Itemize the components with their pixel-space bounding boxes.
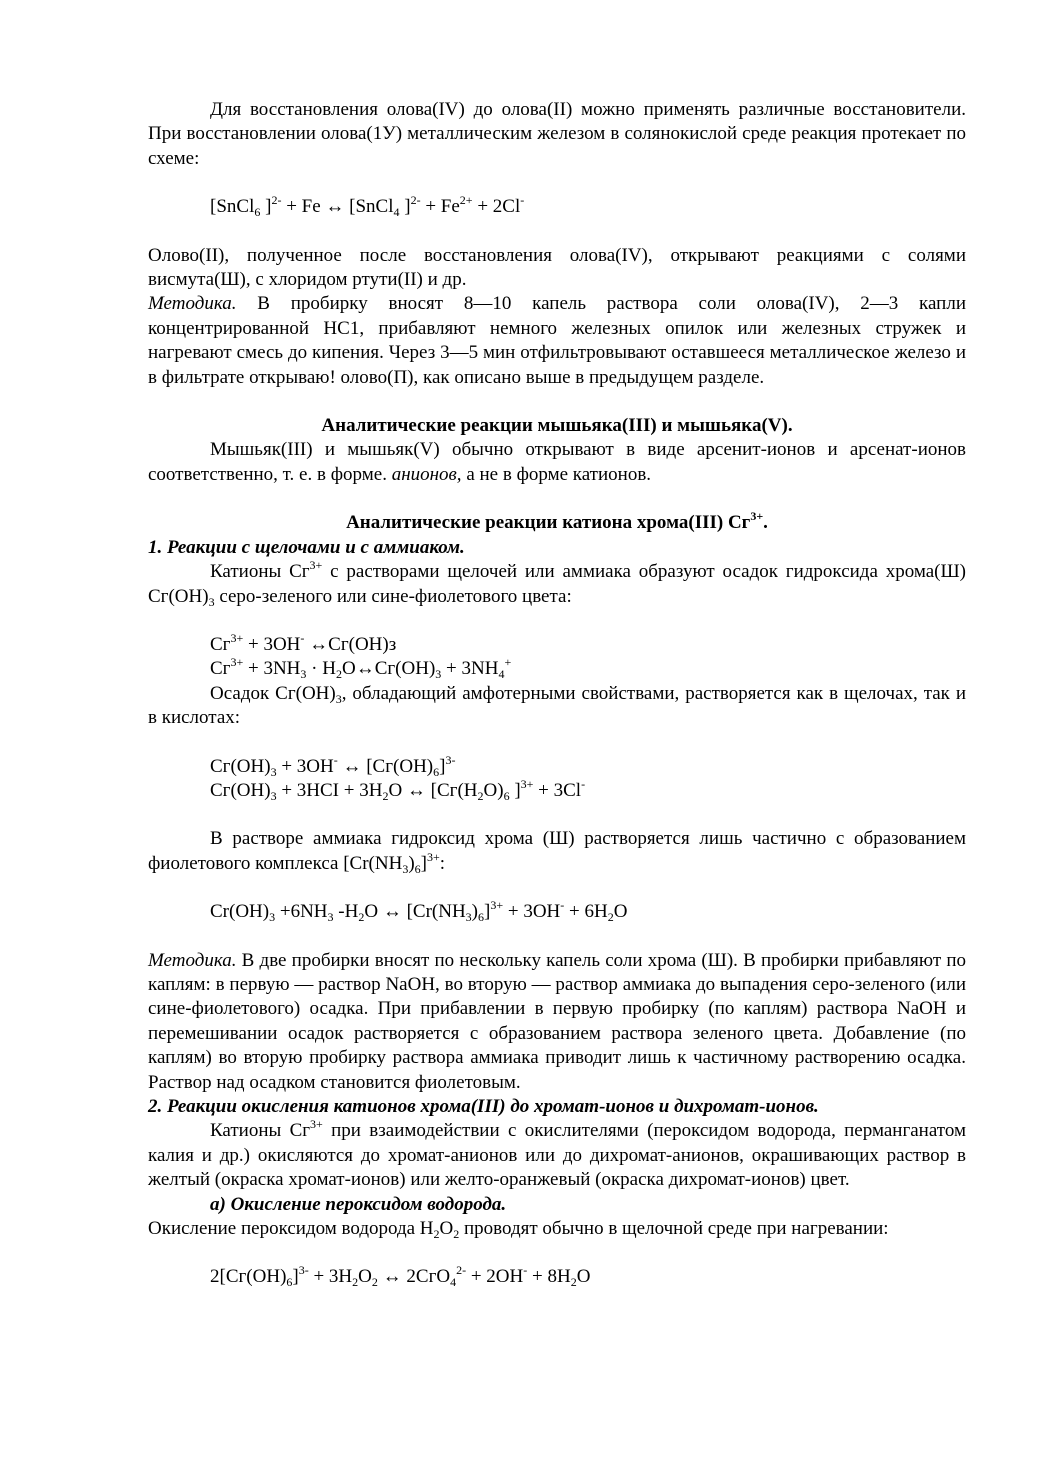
equation-dissolve-acid: $Сг(ОН)_3 + 3НСI + 3Н_2О$ ↔ [$Сг(Н_2О)_6$ ]$^{3+}$ + 3Сl- (210, 776, 586, 803)
subheading-peroxide: а) Окисление пероксидом водорода. (210, 1193, 507, 1215)
paragraph-amphoteric: Осадок $Сг(ОН)_3$, обладающий амфотерными свойствами, растворяется как в щелочах, так и в кислотах: (148, 682, 966, 729)
heading-arsenic: Аналитические реакции мышьяка(III) и мышьяка(V). (321, 415, 793, 437)
subheading-alkali-reactions: 1. Реакции с щелочами и с аммиаком. (148, 536, 465, 558)
paragraph-oxidation: Катионы $Сг^{3+}$ при взаимодействии с окислителями (пероксидом водорода, перманганатом калия и др.) окисляются до хромат-анионов или до дихромат-анионов, окрашивающих раствор в желтый (окраска хромат-ионов) или желто-оранжевый (окраска дихромат-ионов) цвет. (148, 1117, 966, 1191)
heading-chromium: Аналитические реакции катиона хрома(III) $Сг^{3+}$. (346, 509, 768, 534)
paragraph-chromium-hydroxide: Катионы $Сг^{3+}$ с растворами щелочей или аммиака образуют осадок гидроксида хрома(Ш) $Сг(ОН)_3$ серо-зеленого или сине-фиолетового цвета: (148, 558, 966, 609)
document-page (148, 98, 966, 1290)
paragraph-method-chromium: Методика. В две пробирки вносят по нескольку капель соли хрома (Ш). В пробирки прибавляют по каплям: в первую — раствор NaOH, во вторую — раствор аммиака до выпадения серо-зеленого (или сине-фиолетового) осадка. При прибавлении в первую пробирку (по каплям) раствора NaOH и перемешивании осадок растворяется с образованием раствора зеленого цвета. Добавление (по каплям) во вторую пробирку раствора аммиака приводит лишь к частичному растворению осадка. Раствор над осадком становится фиолетовым. (148, 949, 966, 1093)
paragraph-tin-reduction: Для восстановления олова(IV) до олова(II) можно применять различные восстановители. При восстановлении олова(1У) металлическим железом в солянокислой среде реакция протекает по схеме: (148, 99, 966, 169)
paragraph-arsenic: Мышьяк(III) и мышьяк(V) обычно открывают в виде арсенит-ионов и арсенат-ионов соответственно, т. е. в форме. анионов, а не в форме катионов. (148, 439, 966, 485)
equation-dissolve-alkali: $Сг(ОН)_3 + 3ОН^-$ ↔ $[Сг(ОН)_6]^{3-}$ (210, 752, 456, 779)
equation-peroxide: $2[Сг(ОН)_6]^{3-} + 3Н_2О_2$ ↔ $2СгО_4^{2-} + 2ОН^- + 8Н_2О$ (210, 1263, 591, 1290)
equation-cr-nh3: $Сг^{3+} + 3NH_3$ · $Н_2O\leftrightarrow Сг(ОН)_3 + 3NH_4^+$ (210, 655, 512, 682)
paragraph-peroxide: Окисление пероксидом водорода $Н_2О_2$ проводят обычно в щелочной среде при нагревании: (148, 1218, 889, 1242)
subheading-oxidation: 2. Реакции окисления катионов хрома(III) до хромат-ионов и дихромат-ионов. (148, 1096, 819, 1117)
paragraph-tin-detection: Олово(II), полученное после восстановления олова(IV), открывают реакциями с солями висмута(Ш), с хлоридом ртути(II) и др. (148, 244, 966, 291)
equation-cr-oh: $Сг^{3+} + 3ОН^-$ ↔Сг(ОН)з (210, 630, 397, 655)
equation-ammonia-complex: $Cr(OH)_3 +6NH_3$ $-H_2O$ ↔ $[Cr(NH_3)_6]^{3+} + 3OH^- + 6H_2O$ (210, 898, 628, 925)
equation-tin: [SnCl$_6$ ]$^{2-}$ + Fe ↔ [SnCl$_4$ ]$^{2-} + Fe^{2+} + 2Cl^-$ (210, 193, 525, 220)
paragraph-ammonia-complex: В растворе аммиака гидроксид хрома (Ш) растворяется лишь частично с образованием фиолетового комплекса $[Cr(NH_3)_6]^{3+}$: (148, 828, 966, 876)
paragraph-method-tin: Методика. В пробирку вносят 8—10 капель раствора соли олова(IV), 2—3 капли концентрированной НС1, прибавляют немного железных опилок или железных стружек и нагревают смесь до кипения. Через 3—5 мин отфильтровывают оставшееся металлическое железо и в фильтрате открываю! олово(П), как описано выше в предыдущем разделе. (148, 293, 966, 388)
